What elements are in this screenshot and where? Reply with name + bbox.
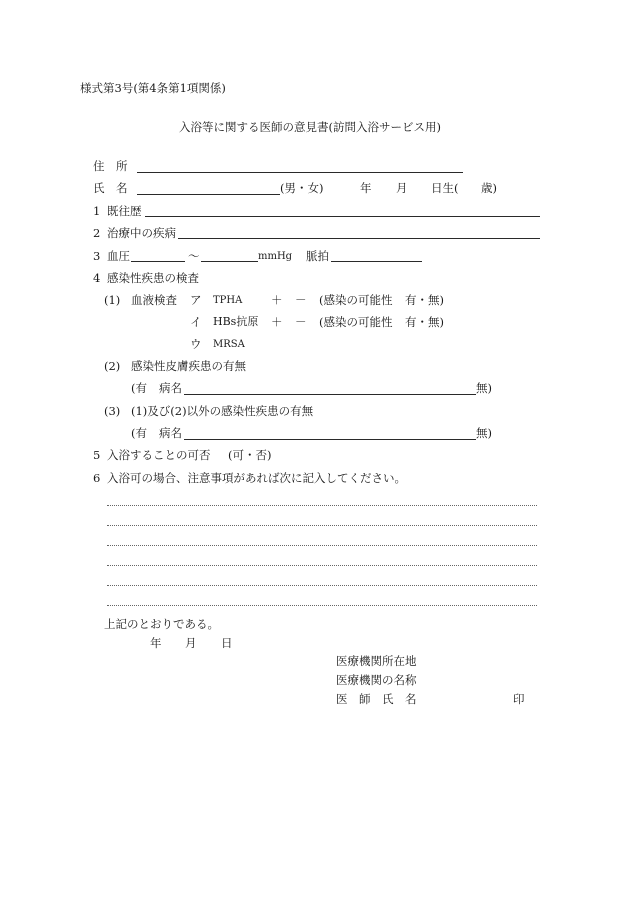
name-blank-line: [137, 194, 280, 195]
document-title: 入浴等に関する医師の意見書(訪問入浴サービス用): [179, 120, 441, 134]
other-yes-label: (有: [131, 426, 147, 440]
item-number-3: 3: [93, 249, 101, 263]
other-no-label: 無): [476, 426, 492, 440]
institution-address-label: 医療機関所在地: [336, 654, 417, 668]
history-label: 既往歴: [107, 204, 142, 218]
sub-number-1: (1): [104, 293, 121, 307]
test-minus-hbs: －: [295, 315, 307, 329]
test-name-tpha: TPHA: [213, 295, 243, 306]
statement-text: 上記のとおりである。: [104, 617, 219, 631]
test-mark-i: イ: [190, 315, 202, 329]
notes-label: 入浴可の場合、注意事項があれば次に記入してください。: [107, 471, 406, 485]
skin-disease-name-label: 病名: [159, 381, 182, 395]
sub-number-3: (3): [104, 404, 121, 418]
birth-month-label: 月: [396, 181, 408, 195]
gender-choice: (男・女): [280, 181, 324, 195]
test-mark-u: ウ: [190, 337, 202, 351]
blood-test-label: 血液検査: [131, 293, 177, 307]
possibility-choice-tpha: 有・無): [405, 293, 444, 307]
disease-label: 治療中の疾病: [107, 226, 176, 240]
item-number-2: 2: [93, 226, 101, 240]
infection-test-label: 感染性疾患の検査: [107, 271, 199, 285]
form-number: 様式第3号(第4条第1項関係): [80, 81, 226, 95]
pulse-label: 脈拍: [306, 249, 329, 263]
other-infection-label: (1)及び(2)以外の感染性疾患の有無: [131, 404, 314, 418]
test-name-mrsa: MRSA: [213, 339, 245, 350]
test-plus-tpha: ＋: [271, 293, 283, 307]
possibility-label-tpha: (感染の可能性: [319, 293, 393, 307]
skin-disease-label: 感染性皮膚疾患の有無: [131, 359, 246, 373]
pulse-blank-line: [331, 261, 422, 262]
address-blank-line: [137, 172, 463, 173]
date-day-label: 日: [221, 636, 233, 650]
skin-no-label: 無): [476, 381, 492, 395]
bathing-allowed-choice: (可・否): [228, 448, 272, 462]
test-minus-tpha: －: [295, 293, 307, 307]
bp-low-blank-line: [131, 261, 185, 262]
birth-day-label: 日生(: [431, 181, 459, 195]
bp-high-blank-line: [201, 261, 258, 262]
age-label: 歳): [481, 181, 497, 195]
date-month-label: 月: [185, 636, 197, 650]
disease-blank-line: [178, 238, 540, 239]
item-number-4: 4: [93, 271, 101, 285]
other-disease-blank-line: [184, 439, 476, 440]
bp-tilde: ～: [188, 249, 200, 263]
notes-dotted-line: [107, 585, 537, 586]
doctor-name-label: 医 師 氏 名: [336, 692, 417, 706]
institution-name-label: 医療機関の名称: [336, 673, 417, 687]
skin-yes-label: (有: [131, 381, 147, 395]
possibility-choice-hbs: 有・無): [405, 315, 444, 329]
address-label: 住 所: [93, 159, 128, 173]
date-year-label: 年: [150, 636, 162, 650]
notes-dotted-line: [107, 545, 537, 546]
bathing-allowed-label: 入浴することの可否: [107, 448, 211, 462]
history-blank-line: [145, 216, 540, 217]
blood-pressure-label: 血圧: [107, 249, 130, 263]
test-mark-a: ア: [190, 293, 202, 307]
skin-disease-blank-line: [184, 394, 476, 395]
test-plus-hbs: ＋: [271, 315, 283, 329]
item-number-6: 6: [93, 471, 101, 485]
seal-label: 印: [513, 692, 525, 706]
sub-number-2: (2): [104, 359, 121, 373]
bp-unit: mmHg: [258, 251, 293, 262]
test-name-hbs: HBs抗原: [213, 315, 259, 328]
notes-dotted-line: [107, 505, 537, 506]
item-number-1: 1: [93, 204, 101, 218]
birth-year-label: 年: [360, 181, 372, 195]
possibility-label-hbs: (感染の可能性: [319, 315, 393, 329]
notes-dotted-line: [107, 605, 537, 606]
notes-dotted-line: [107, 525, 537, 526]
notes-dotted-line: [107, 565, 537, 566]
other-disease-name-label: 病名: [159, 426, 182, 440]
name-label: 氏 名: [93, 181, 128, 195]
item-number-5: 5: [93, 448, 101, 462]
